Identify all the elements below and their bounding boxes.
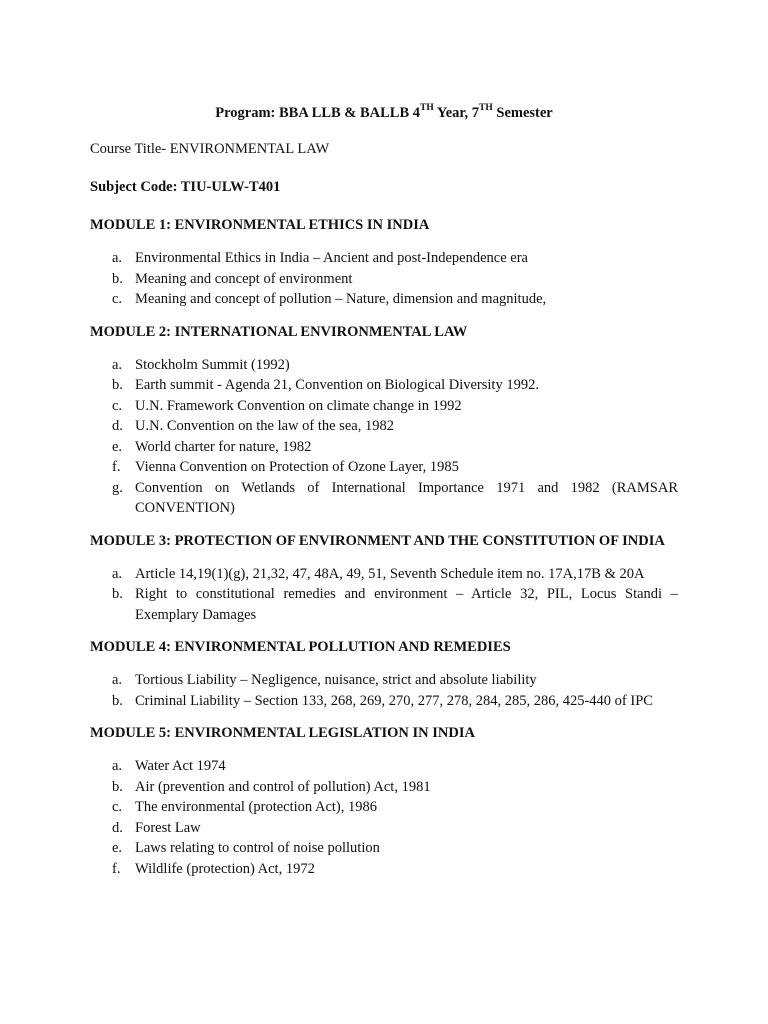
list-marker: f.	[112, 459, 121, 475]
list-item	[90, 375, 678, 396]
list-item	[90, 269, 678, 290]
list-item	[90, 355, 678, 376]
course-title: Course Title- ENVIRONMENTAL LAW	[90, 141, 330, 157]
program-prefix: Program: BBA LLB & BALLB 4	[215, 105, 421, 121]
list-item-text: Criminal Liability – Section 133, 268, 269, 270, 277, 278, 284, 285, 286, 425-440 of IPC	[135, 692, 653, 709]
list-item-text: Earth summit - Agenda 21, Convention on Biological Diversity 1992.	[135, 377, 539, 393]
semester-superscript: TH	[479, 103, 493, 114]
list-item-text: Convention on Wetlands of International Importance 1971 and 1982 (RAMSAR CONVENTION)	[135, 479, 678, 516]
list-marker: a.	[112, 356, 123, 373]
list-marker: d.	[112, 819, 123, 836]
program-mid: Year, 7	[433, 105, 480, 121]
list-marker: a.	[112, 250, 123, 266]
module-4-heading: MODULE 4: ENVIRONMENTAL POLLUTION AND REMEDIES	[90, 639, 511, 655]
module-1-heading: MODULE 1: ENVIRONMENTAL ETHICS IN INDIA	[90, 217, 430, 233]
list-item-text: Stockholm Summit (1992)	[135, 356, 290, 373]
list-marker: f.	[112, 860, 121, 877]
list-item	[90, 797, 678, 818]
list-item-text: Right to constitutional remedies and environment – Article 32, PIL, Locus Standi – Exemplary Damages	[135, 586, 678, 623]
list-item-text: Water Act 1974	[135, 758, 226, 774]
list-item-text: Meaning and concept of environment	[135, 270, 353, 287]
list-marker: a.	[112, 672, 123, 688]
module-5-heading: MODULE 5: ENVIRONMENTAL LEGISLATION IN INDIA	[90, 725, 475, 741]
list-marker: b.	[112, 586, 123, 602]
program-suffix: Semester	[492, 105, 553, 121]
list-marker: d.	[112, 418, 123, 434]
list-item-text: Meaning and concept of pollution – Nature, dimension and magnitude,	[135, 291, 547, 307]
list-item	[90, 396, 678, 417]
program-line	[90, 103, 678, 123]
list-item	[90, 777, 678, 798]
list-item-text: Wildlife (protection) Act, 1972	[135, 860, 315, 877]
syllabus-page	[90, 103, 678, 891]
list-marker: e.	[112, 438, 123, 455]
year-superscript: TH	[420, 103, 434, 114]
list-marker: g.	[112, 479, 123, 496]
list-item	[90, 478, 678, 519]
list-marker: a.	[112, 758, 123, 774]
list-item	[90, 416, 678, 437]
list-marker: b.	[112, 270, 123, 287]
list-item-text: U.N. Convention on the law of the sea, 1982	[135, 418, 394, 434]
module-4-list	[90, 670, 678, 711]
module-3-heading: MODULE 3: PROTECTION OF ENVIRONMENT AND THE CONSTITUTION OF INDIA	[90, 532, 665, 549]
list-item-text: Air (prevention and control of pollution) Act, 1981	[135, 778, 431, 795]
list-marker: b.	[112, 377, 123, 393]
list-item	[90, 838, 678, 859]
list-marker: c.	[112, 799, 123, 815]
list-item	[90, 756, 678, 777]
list-marker: b.	[112, 778, 123, 795]
list-item-text: The environmental (protection Act), 1986	[135, 799, 377, 815]
module-2-heading: MODULE 2: INTERNATIONAL ENVIRONMENTAL LAW	[90, 323, 468, 340]
list-item	[90, 670, 678, 691]
list-item-text: Environmental Ethics in India – Ancient and post-Independence era	[135, 250, 528, 266]
list-marker: b.	[112, 692, 123, 709]
list-item	[90, 691, 678, 712]
list-marker: a.	[112, 565, 123, 582]
module-1-list	[90, 248, 678, 310]
list-item	[90, 289, 678, 310]
list-item-text: Laws relating to control of noise pollution	[135, 840, 380, 856]
list-item-text: Article 14,19(1)(g), 21,32, 47, 48A, 49, 51, Seventh Schedule item no. 17A,17B & 20A	[135, 565, 645, 582]
list-item	[90, 584, 678, 625]
list-item	[90, 248, 678, 269]
module-3-list	[90, 564, 678, 626]
list-item-text: Forest Law	[135, 819, 201, 836]
list-item-text: Tortious Liability – Negligence, nuisance, strict and absolute liability	[135, 672, 537, 688]
list-marker: c.	[112, 397, 123, 414]
module-5-list	[90, 756, 678, 879]
list-item	[90, 859, 678, 880]
subject-code: Subject Code: TIU-ULW-T401	[90, 179, 281, 195]
list-item-text: U.N. Framework Convention on climate change in 1992	[135, 397, 462, 414]
list-marker: e.	[112, 840, 123, 856]
list-item	[90, 564, 678, 585]
list-item-text: Vienna Convention on Protection of Ozone Layer, 1985	[135, 459, 459, 475]
list-item	[90, 457, 678, 478]
list-marker: c.	[112, 291, 123, 307]
module-2-list	[90, 355, 678, 519]
list-item-text: World charter for nature, 1982	[135, 438, 312, 455]
list-item	[90, 437, 678, 458]
list-item	[90, 818, 678, 839]
